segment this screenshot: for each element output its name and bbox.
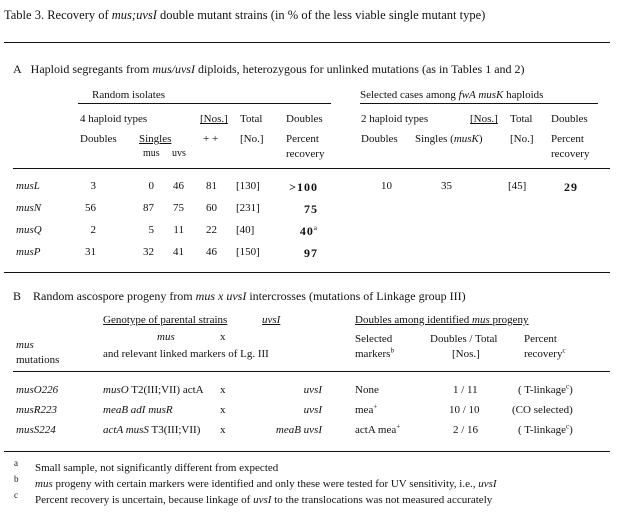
genotype-header: Genotype of parental strains xyxy=(103,314,228,326)
row-singles-uvs: 11 xyxy=(173,224,184,236)
footnote-part: Percent recovery is uncertain, because linkage of xyxy=(35,494,251,506)
selected-cases-rule xyxy=(360,103,598,104)
row-percent-recovery xyxy=(280,180,318,195)
nos-header-2: [Nos.] xyxy=(470,113,498,125)
footnote-key: b xyxy=(14,474,19,484)
plusplus-subheader: + + xyxy=(203,133,219,145)
singles-musk-subheader: Singles (musK) xyxy=(415,133,483,145)
row-mutant: musL xyxy=(16,180,40,192)
row-plusplus: 81 xyxy=(206,180,217,192)
caption-text: Recovery of xyxy=(47,8,109,22)
nos-header: [Nos.] xyxy=(200,113,228,125)
footnote-part: Small sample, not significantly different from expected xyxy=(35,462,279,474)
row-singles-mus: 32 xyxy=(143,246,154,258)
row-total: [150] xyxy=(236,246,260,258)
row-markers xyxy=(355,404,377,416)
uvs-subheader: uvs xyxy=(172,148,186,159)
row-genotype-ital: musO xyxy=(103,384,129,396)
row-partner xyxy=(232,424,322,436)
singles-subheader: Singles xyxy=(139,133,172,145)
footnote-key: a xyxy=(14,458,18,468)
caption-text-2: double mutant strains (in % of the less viable single mutant type) xyxy=(160,8,486,22)
row-genotype-rest: T2(III;VII) actA xyxy=(131,384,204,396)
row-genotype xyxy=(103,384,204,396)
row-partner-uvsi: uvsI xyxy=(303,424,322,436)
row-selected-singles: 35 xyxy=(441,180,452,192)
row-mutant: musN xyxy=(16,202,42,214)
row-total: [40] xyxy=(236,224,255,236)
row-doubles: 3 xyxy=(90,180,96,192)
top-rule xyxy=(4,42,610,43)
caption-genotype: mus;uvsI xyxy=(111,8,157,22)
selected-header: Selected xyxy=(355,333,393,345)
no-subheader-2: [No.] xyxy=(510,133,534,145)
row-note xyxy=(512,404,573,416)
row-markers-sup: + xyxy=(396,422,401,431)
row-note-text: ( T-linkage xyxy=(518,424,566,436)
mutations-label: mutations xyxy=(16,354,60,366)
mus-subheader: mus xyxy=(143,148,160,159)
total-header: Total xyxy=(240,113,263,125)
linked-markers-header: and relevant linked markers of Lg. III xyxy=(103,348,269,360)
row-markers-sup: + xyxy=(373,402,378,411)
table-label: Table 3. xyxy=(4,8,45,22)
genotype-mus-header: mus xyxy=(157,331,175,343)
row-total: [130] xyxy=(236,180,260,192)
row-percent-value: 75 xyxy=(304,202,318,216)
markers-header: markers$^b$ xyxy=(355,346,394,360)
no-subheader: [No.] xyxy=(240,133,264,145)
percent-subheader: Percent xyxy=(286,133,319,145)
row-note xyxy=(518,424,573,436)
row-doubles: 2 xyxy=(90,224,96,236)
row-partner-prefix: meaB xyxy=(275,424,301,436)
row-note-text: ( T-linkage xyxy=(518,384,566,396)
footnote-text xyxy=(35,462,278,474)
row-mutant: musS224 xyxy=(16,424,56,436)
section-b-letter: B xyxy=(13,289,22,303)
row-mutant: musR223 xyxy=(16,404,57,416)
row-cross-x: x xyxy=(220,424,226,436)
footnote-text xyxy=(35,494,492,506)
row-singles-uvs: 46 xyxy=(173,180,184,192)
row-total: [231] xyxy=(236,202,260,214)
row-singles-mus: 0 xyxy=(148,180,154,192)
row-plusplus: 22 xyxy=(206,224,217,236)
mus-label: mus xyxy=(16,339,34,351)
row-singles-mus: 5 xyxy=(148,224,154,236)
section-a-title: A Haploid segregants from mus/uvsI diploids, heterozygous for unlinked mutations (as in Tables 1 and 2) xyxy=(13,62,525,76)
row-mutant: musP xyxy=(16,246,41,258)
doubles-total-header: Doubles / Total xyxy=(430,333,498,345)
row-percent-value: >100 xyxy=(289,180,318,194)
genotype-x-header: x xyxy=(220,331,226,343)
row-genotype-ital: actA musS xyxy=(103,424,149,436)
row-ratio: 10 / 10 xyxy=(449,404,480,416)
row-markers xyxy=(355,424,400,436)
row-genotype-ital: meaB adI musR xyxy=(103,404,173,416)
row-ratio: 1 / 11 xyxy=(453,384,478,396)
footnote-part-2: progeny with certain markers were identified and only these were tested for UV sensitivity, i.e., xyxy=(55,478,476,490)
row-plusplus: 46 xyxy=(206,246,217,258)
nos-header-b: [Nos.] xyxy=(452,348,480,360)
row-markers xyxy=(355,384,379,396)
row-note xyxy=(518,384,573,396)
row-cross-x: x xyxy=(220,404,226,416)
row-selected-total: [45] xyxy=(508,180,527,192)
section-b-title: B Random ascospore progeny from mus x uvsI intercrosses (mutations of Linkage group III) xyxy=(13,289,466,303)
random-isolates-rule xyxy=(78,103,331,104)
doubles-header-2: Doubles xyxy=(551,113,588,125)
row-doubles: 31 xyxy=(85,246,96,258)
table-caption xyxy=(4,8,485,23)
row-note-end: ) xyxy=(569,424,573,436)
row-note-sup: c xyxy=(565,422,570,431)
row-percent-recovery xyxy=(280,202,318,217)
row-partner-uvsi: uvsI xyxy=(303,404,322,416)
row-markers-text: mea xyxy=(355,404,374,416)
row-note-text: (CO selected) xyxy=(512,404,573,416)
two-haploid-types-header: 2 haploid types xyxy=(361,113,429,125)
section-b-bottom-rule xyxy=(4,451,610,452)
footnote-ital: mus xyxy=(35,478,53,490)
footnote-part-2: to the translocations was not measured accurately xyxy=(274,494,493,506)
doubles-subheader-2: Doubles xyxy=(361,133,398,145)
section-a-header-rule xyxy=(13,168,610,169)
footnote-text xyxy=(35,478,497,490)
genotype-uvsi-header: uvsI xyxy=(262,314,281,326)
row-mutant: musQ xyxy=(16,224,42,236)
row-ratio: 2 / 16 xyxy=(453,424,479,436)
recovery-subheader: recovery xyxy=(286,148,325,160)
section-b-header-rule xyxy=(13,371,610,372)
haploid-types-header: 4 haploid types xyxy=(80,113,148,125)
row-selected-percent: 29 xyxy=(564,180,578,194)
row-markers-text: None xyxy=(355,384,379,396)
total-header-2: Total xyxy=(510,113,533,125)
row-markers-text: actA mea xyxy=(355,424,397,436)
random-isolates-header: Random isolates xyxy=(92,89,166,101)
row-percent-recovery xyxy=(280,246,318,261)
selected-cases-header: Selected cases among fwA musK haploids xyxy=(360,89,544,101)
recovery-header-b: recovery$^c$ xyxy=(524,346,566,360)
row-percent-recovery xyxy=(280,224,318,239)
row-partner xyxy=(232,404,322,416)
footnote-ital: uvsI xyxy=(253,494,272,506)
row-percent-value: 40 xyxy=(299,224,314,238)
row-note-sup: c xyxy=(565,382,570,391)
row-partner-uvsi: uvsI xyxy=(303,384,322,396)
percent-header-b: Percent xyxy=(524,333,557,345)
footnote-ital-2: uvsI xyxy=(478,478,497,490)
row-mutant: musO226 xyxy=(16,384,59,396)
row-cross-x: x xyxy=(220,384,226,396)
row-plusplus: 60 xyxy=(206,202,217,214)
row-percent-value: 97 xyxy=(304,246,318,260)
recovery-subheader-2: recovery xyxy=(551,148,590,160)
row-genotype xyxy=(103,404,173,416)
row-percent-footnote: a xyxy=(313,224,318,232)
footnote-key: c xyxy=(14,490,18,500)
row-singles-mus: 87 xyxy=(143,202,154,214)
row-genotype-rest: T3(III;VII) xyxy=(151,424,201,436)
doubles-among-header: Doubles among identified mus progeny xyxy=(355,314,529,326)
row-singles-uvs: 75 xyxy=(173,202,184,214)
row-genotype xyxy=(103,424,200,436)
row-singles-uvs: 41 xyxy=(173,246,184,258)
section-a-letter: A xyxy=(13,62,22,76)
doubles-subheader: Doubles xyxy=(80,133,117,145)
section-a-bottom-rule xyxy=(4,272,610,273)
row-partner xyxy=(232,384,322,396)
row-note-end: ) xyxy=(569,384,573,396)
percent-subheader-2: Percent xyxy=(551,133,584,145)
row-doubles: 56 xyxy=(85,202,96,214)
doubles-header: Doubles xyxy=(286,113,323,125)
row-selected-doubles: 10 xyxy=(381,180,392,192)
